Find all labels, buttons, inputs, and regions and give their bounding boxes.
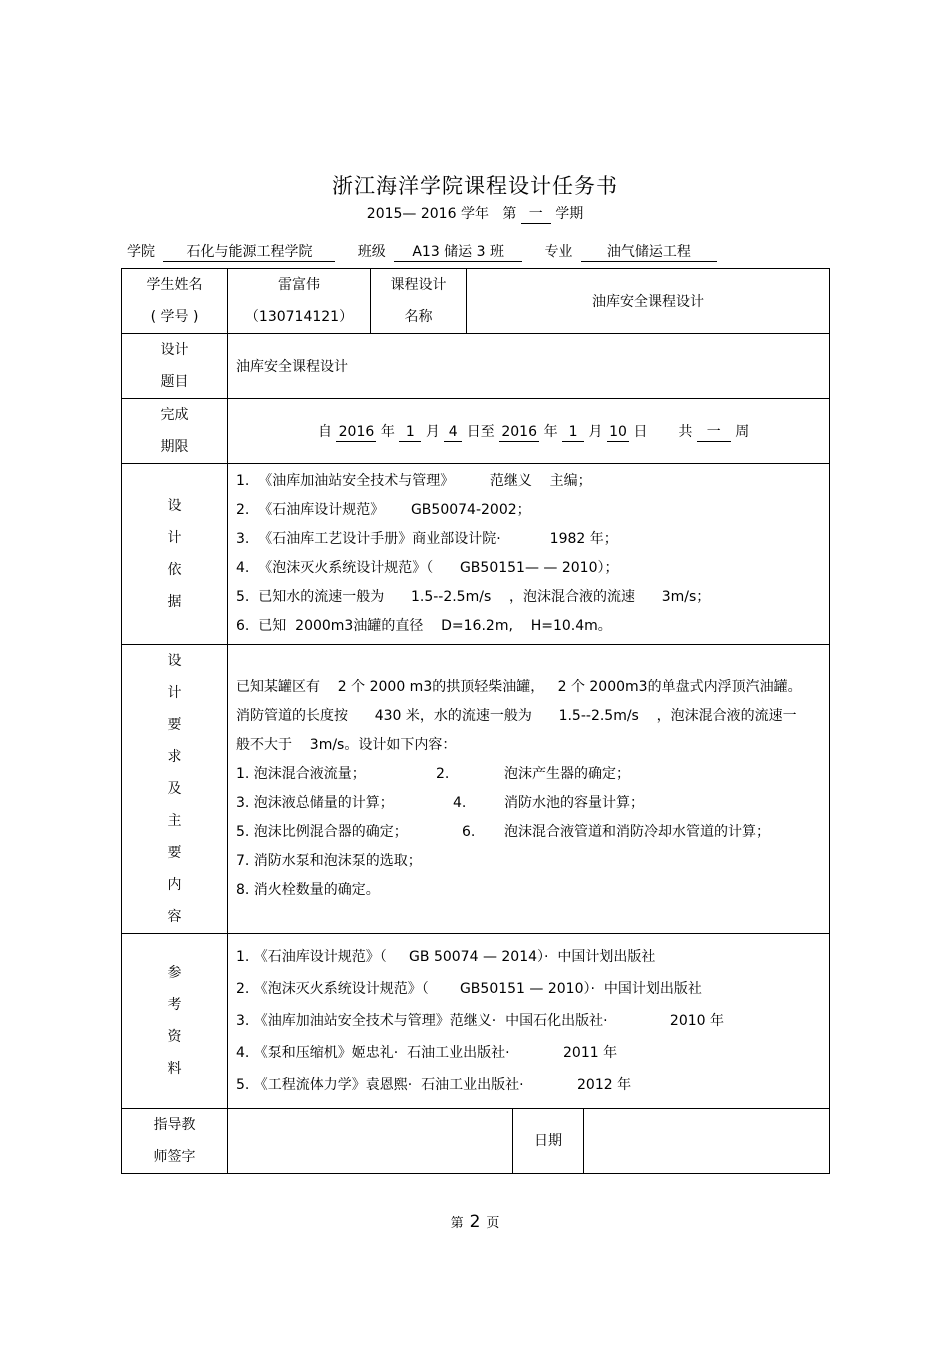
student-name-cell [228, 269, 371, 334]
student-name-label-cell [122, 269, 228, 334]
signature-label-line2: 师签字 [153, 1149, 196, 1165]
references-label-char: 考 [167, 997, 182, 1013]
topic-value: 油库安全课程设计 [236, 359, 348, 375]
basis-item: 4. 《泡沫灭火系统设计规范》（ GB50151— — 2010）； [236, 560, 619, 576]
basis-label-char: 计 [167, 530, 182, 546]
period-day-to: 日至 [466, 423, 495, 440]
student-row [122, 269, 830, 334]
period-end-day: 10 [607, 423, 629, 442]
requirements-content-cell [228, 645, 830, 934]
term-semester-prefix: 第 [502, 206, 517, 222]
student-name: 雷富伟 [278, 277, 320, 293]
requirements-label-char: 要 [167, 717, 182, 733]
course-name-cell [467, 269, 830, 334]
class-label: 班级 [357, 244, 386, 260]
topic-row [122, 334, 830, 399]
requirement-item-number: 6. [462, 824, 476, 840]
requirements-label-char: 内 [167, 877, 182, 893]
student-id: （130714121） [244, 309, 354, 325]
term-semester-suffix: 学期 [555, 206, 584, 222]
basis-item: 6. 已知 2000m3油罐的直径 D=16.2m, H=10.4m。 [236, 618, 612, 634]
basis-label-char: 设 [167, 498, 182, 514]
course-label-cell [371, 269, 467, 334]
period-value-cell [228, 399, 830, 464]
references-label-char: 料 [167, 1061, 182, 1077]
requirements-intro-line: 般不大于 3m/s。设计如下内容： [236, 737, 457, 753]
period-label-line1: 完成 [160, 407, 189, 423]
basis-label-char: 依 [167, 562, 182, 578]
requirement-item: 3. 泡沫液总储量的计算； [236, 795, 394, 811]
period-year-unit: 年 [380, 423, 395, 440]
references-label-cell [122, 934, 228, 1109]
period-year-unit-2: 年 [543, 423, 558, 440]
requirements-row [122, 645, 830, 934]
reference-item: 5. 《工程流体力学》袁恩熙· 石油工业出版社· 2012 年 [236, 1077, 632, 1093]
requirements-label-cell [122, 645, 228, 934]
signature-row [122, 1109, 830, 1174]
basis-label-char: 据 [167, 594, 182, 610]
page-suffix: 页 [486, 1216, 500, 1231]
signature-field[interactable] [228, 1109, 513, 1174]
signature-label-line1: 指导教 [153, 1117, 196, 1133]
reference-item: 3. 《油库加油站安全技术与管理》范继义· 中国石化出版社· 2010 年 [236, 1013, 724, 1029]
college-value: 石化与能源工程学院 [163, 243, 335, 262]
date-field[interactable] [584, 1109, 830, 1174]
basis-item: 5. 已知水的流速一般为 1.5--2.5m/s ，泡沫混合液的流速 3m/s； [236, 589, 711, 605]
basis-item: 3. 《石油库工艺设计手册》商业部设计院· 1982 年； [236, 531, 618, 547]
basis-item: 2. 《石油库设计规范》 GB50074-2002； [236, 502, 531, 518]
basis-item: 1. 《油库加油站安全技术与管理》 范继义 主编； [236, 473, 592, 489]
class-value: A13 储运 3 班 [394, 243, 522, 262]
reference-item: 1. 《石油库设计规范》（ GB 50074 — 2014）· 中国计划出版社 [236, 949, 656, 965]
course-name: 油库安全课程设计 [592, 294, 705, 310]
page-prefix: 第 [450, 1216, 464, 1231]
period-label-cell [122, 399, 228, 464]
requirements-label-char: 及 [167, 781, 182, 797]
term-semester-value: 一 [521, 205, 551, 224]
period-start-month: 1 [399, 423, 421, 442]
term-years: 2015— 2016 学年 [366, 206, 489, 222]
requirement-item: 8. 消火栓数量的确定。 [236, 882, 380, 898]
period-label-line2: 期限 [160, 439, 189, 455]
requirement-item-number: 2. [436, 766, 450, 782]
requirements-label-char: 主 [167, 813, 182, 829]
student-name-label: 学生姓名 [146, 277, 203, 293]
requirement-item: 5. 泡沫比例混合器的确定； [236, 824, 408, 840]
requirement-item: 消防水池的容量计算； [504, 795, 644, 811]
requirement-item: 7. 消防水泵和泡沫泵的选取； [236, 853, 422, 869]
references-label-char: 资 [167, 1029, 182, 1045]
period-month-unit-2: 月 [588, 423, 603, 440]
period-end-month: 1 [562, 423, 584, 442]
college-label: 学院 [127, 244, 155, 260]
requirements-intro-line: 消防管道的长度按 430 米，水的流速一般为 1.5--2.5m/s ，泡沫混合液的流速一 [236, 708, 797, 724]
student-id-label: ( 学号 ) [150, 309, 199, 325]
reference-item: 2. 《泡沫灭火系统设计规范》（ GB50151 — 2010）· 中国计划出版社 [236, 981, 702, 997]
signature-label-cell [122, 1109, 228, 1174]
requirements-intro-line: 已知某罐区有 2 个 2000 m3的拱顶轻柴油罐， 2 个 2000m3的单盘式内浮顶汽油罐。 [236, 679, 802, 695]
requirements-label-char: 求 [167, 749, 182, 765]
basis-content-cell [228, 464, 830, 645]
page-number-value: 2 [469, 1212, 481, 1232]
topic-label-line2: 题目 [160, 374, 189, 390]
info-line [127, 241, 717, 262]
topic-value-cell [228, 334, 830, 399]
requirements-item-row [228, 818, 829, 847]
requirement-item: 泡沫产生器的确定； [504, 766, 630, 782]
requirements-item-row [228, 760, 829, 789]
major-label: 专业 [544, 244, 573, 260]
period-weeks: 一 [697, 423, 731, 442]
reference-item: 4. 《泵和压缩机》姬忠礼· 石油工业出版社· 2011 年 [236, 1045, 618, 1061]
task-form-table [121, 268, 830, 1174]
requirements-label-char: 容 [167, 909, 182, 925]
academic-term [0, 203, 950, 224]
period-end-year: 2016 [499, 423, 539, 442]
references-label-char: 参 [167, 965, 182, 981]
period-from: 自 [318, 423, 332, 440]
date-label: 日期 [534, 1133, 562, 1149]
topic-label-line1: 设计 [160, 342, 189, 358]
requirement-item: 1. 泡沫混合液流量； [236, 766, 366, 782]
document-title: 浙江海洋学院课程设计任务书 [332, 174, 618, 198]
period-row [122, 399, 830, 464]
topic-label-cell [122, 334, 228, 399]
requirements-label-char: 要 [167, 845, 182, 861]
course-label-line2: 名称 [404, 309, 433, 325]
date-label-cell [513, 1109, 584, 1174]
period-month-unit: 月 [425, 423, 440, 440]
period-day-unit: 日 [633, 423, 648, 440]
references-row [122, 934, 830, 1109]
major-value: 油气储运工程 [581, 243, 717, 262]
requirements-label-char: 设 [167, 653, 182, 669]
course-label-line1: 课程设计 [390, 277, 447, 293]
period-start-day: 4 [444, 423, 462, 442]
basis-row [122, 464, 830, 645]
period-total-label: 共 [678, 423, 693, 440]
basis-label-cell [122, 464, 228, 645]
period-start-year: 2016 [336, 423, 376, 442]
requirement-item: 泡沫混合液管道和消防冷却水管道的计算； [504, 824, 770, 840]
period-week-unit: 周 [735, 423, 750, 440]
page-number [0, 1212, 950, 1232]
requirements-item-row [228, 789, 829, 818]
requirements-label-char: 计 [167, 685, 182, 701]
references-content-cell [228, 934, 830, 1109]
requirement-item-number: 4. [453, 795, 467, 811]
